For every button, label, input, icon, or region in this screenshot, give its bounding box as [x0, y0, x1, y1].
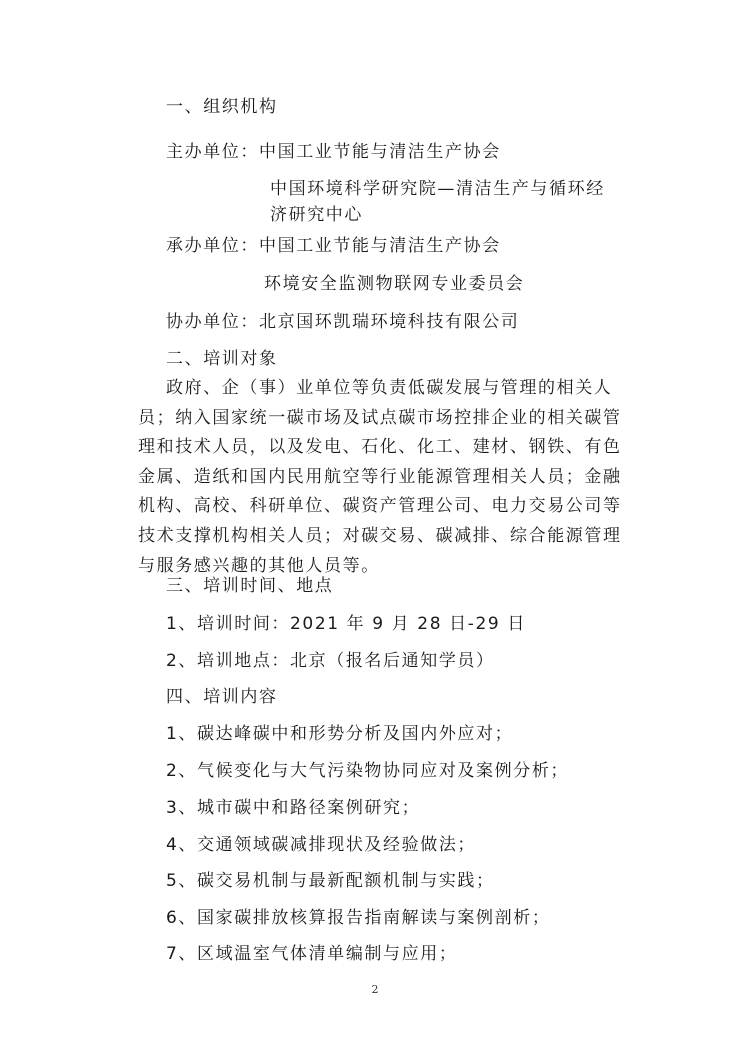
content-item: 7、区域温室气体清单编制与应用；: [166, 944, 458, 964]
organizer-second-unit: 环境安全监测物联网专业委员会: [264, 274, 525, 294]
audience-line: 理和技术人员，以及发电、石化、化工、建材、钢铁、有色: [138, 437, 622, 458]
host-second-unit-line2: 济研究中心: [270, 205, 363, 225]
audience-paragraph: [138, 374, 640, 581]
content-item: 4、交通领域碳减排现状及经验做法；: [166, 835, 477, 855]
section-heading-organization: 一、组织机构: [166, 97, 278, 117]
host-second-unit-line1: 中国环境科学研究院—清洁生产与循环经: [270, 179, 605, 199]
audience-line: 金属、造纸和国内民用航空等行业能源管理相关人员；金融: [138, 466, 622, 487]
content-item: 2、气候变化与大气污染物协同应对及案例分析；: [166, 761, 570, 781]
co-organizer-line: 协办单位：北京国环凯瑞环境科技有限公司: [166, 312, 520, 332]
training-time: 1、培训时间：2021 年 9 月 28 日-29 日: [166, 614, 526, 634]
content-item: 3、城市碳中和路径案例研究；: [166, 798, 421, 818]
content-item: 6、国家碳排放核算报告指南解读与案例剖析；: [166, 908, 551, 928]
audience-line: 政府、企（事）业单位等负责低碳发展与管理的相关人: [166, 378, 613, 398]
audience-line: 员；纳入国家统一碳市场及试点碳市场控排企业的相关碳管: [138, 407, 622, 428]
training-place: 2、培训地点：北京（报名后通知学员）: [166, 651, 495, 671]
section-heading-audience: 二、培训对象: [166, 349, 278, 369]
page-number: 2: [371, 983, 379, 996]
audience-line: 与服务感兴趣的其他人员等。: [138, 555, 380, 576]
content-item: 1、碳达峰碳中和形势分析及国内外应对；: [166, 724, 514, 744]
section-heading-time-place: 三、培训时间、地点: [166, 576, 334, 596]
content-item: 5、碳交易机制与最新配额机制与实践；: [166, 871, 495, 891]
host-units-line: 主办单位：中国工业节能与清洁生产协会: [166, 142, 501, 162]
audience-line: 机构、高校、科研单位、碳资产管理公司、电力交易公司等: [138, 496, 622, 517]
section-heading-content: 四、培训内容: [166, 687, 278, 707]
organizer-units-line: 承办单位：中国工业节能与清洁生产协会: [166, 236, 501, 256]
audience-line: 技术支撑机构相关人员；对碳交易、碳减排、综合能源管理: [138, 525, 622, 546]
